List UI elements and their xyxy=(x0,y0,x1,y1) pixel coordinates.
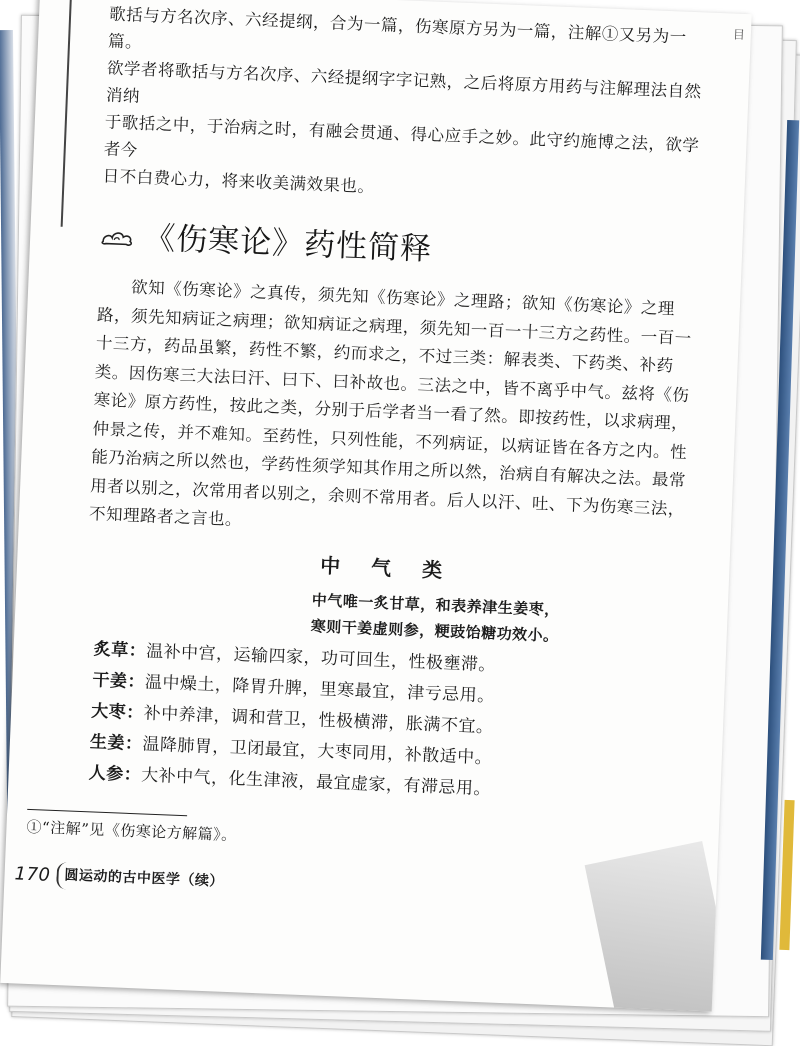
page-number: 170 xyxy=(14,862,51,886)
footnote: ①“注解”见《伤寒论方解篇》。 xyxy=(26,817,238,844)
herb-name: 干姜： xyxy=(92,669,146,692)
margin-rule xyxy=(61,0,73,227)
herb-name: 炙草： xyxy=(93,638,147,661)
herb-desc: 温中燥土，降胃升脾，里寒最宜，津亏忌用。 xyxy=(144,671,496,707)
herb-desc: 补中养津，调和营卫，性极横滞，胀满不宜。 xyxy=(143,702,494,737)
section-heading xyxy=(100,220,701,274)
intro-line: 歌括与方名次序、六经提纲，合为一篇，伤寒原方另为一篇，注解①又另为一篇。 xyxy=(107,4,688,52)
page-footer xyxy=(14,860,675,913)
book-spine-yellow xyxy=(779,800,794,950)
body-text: 欲知《伤寒论》之真传，须先知《伤寒论》之理路；欲知《伤寒论》之理路，须先知病证之病理；欲知病证之病理，须先知一百一十三方之药性。一百一十三方，药品虽繁，药性不繁，约而求之，不过三类：解表类、下药类、补药类。因伤寒三大法曰汗、曰下、曰补故也。三法之中，皆不离乎中气。兹将《伤寒论》原方药性，按此之类，分别于后学者当一看了然。即按药性，以求病理，仲景之传，并不难知。至药性，只列性能，不列病证，以病证皆在各方之内。性能乃治病之所以然也，学药性须学知其作用之所以然，治病自有解决之法。最常用者以别之，次常用者以别之，余则不常用者。后人以汗、吐、下为伤寒三法，不知理路者之言也。 xyxy=(88,277,693,530)
verse-line: 中气唯一炙甘草，和表养津生姜枣， xyxy=(311,590,561,619)
herb-desc: 温降肺胃，卫闭最宜，大枣同用，补散适中。 xyxy=(142,733,493,768)
herb-name: 大枣： xyxy=(90,700,145,723)
intro-line: 于歌括之中，于治病之时，有融会贯通、得心应手之妙。此守约施博之法，欲学者今 xyxy=(103,112,700,160)
page-content xyxy=(14,1,709,914)
body-paragraph xyxy=(89,272,699,552)
intro-line: 日不白费心力，将来收美满效果也。 xyxy=(102,166,375,197)
cloud-ornament-icon xyxy=(100,227,135,248)
heading-title: 《伤寒论》药性简释 xyxy=(143,220,433,268)
intro-line: 欲学者将歌括与方名次序、六经提纲字字记熟，之后将原方用药与注解理法自然消纳 xyxy=(105,58,702,106)
section-title: 中 气 类 xyxy=(319,552,455,583)
herb-desc: 大补中气，化生津液，最宜虚家，有滞忌用。 xyxy=(140,764,492,799)
verse-line: 寒则干姜虚则参，粳豉饴糖功效小。 xyxy=(310,616,559,645)
running-title: 圆运动的古中医学（续） xyxy=(56,862,224,896)
herb-name: 生姜： xyxy=(89,731,143,754)
herb-list xyxy=(78,634,684,813)
herb-desc: 温补中宫，运输四家，功可回生，性极壅滞。 xyxy=(145,641,497,676)
herb-name: 人参： xyxy=(88,762,142,785)
intro-paragraph xyxy=(102,1,709,214)
edge-glyph: 目 xyxy=(732,27,746,43)
